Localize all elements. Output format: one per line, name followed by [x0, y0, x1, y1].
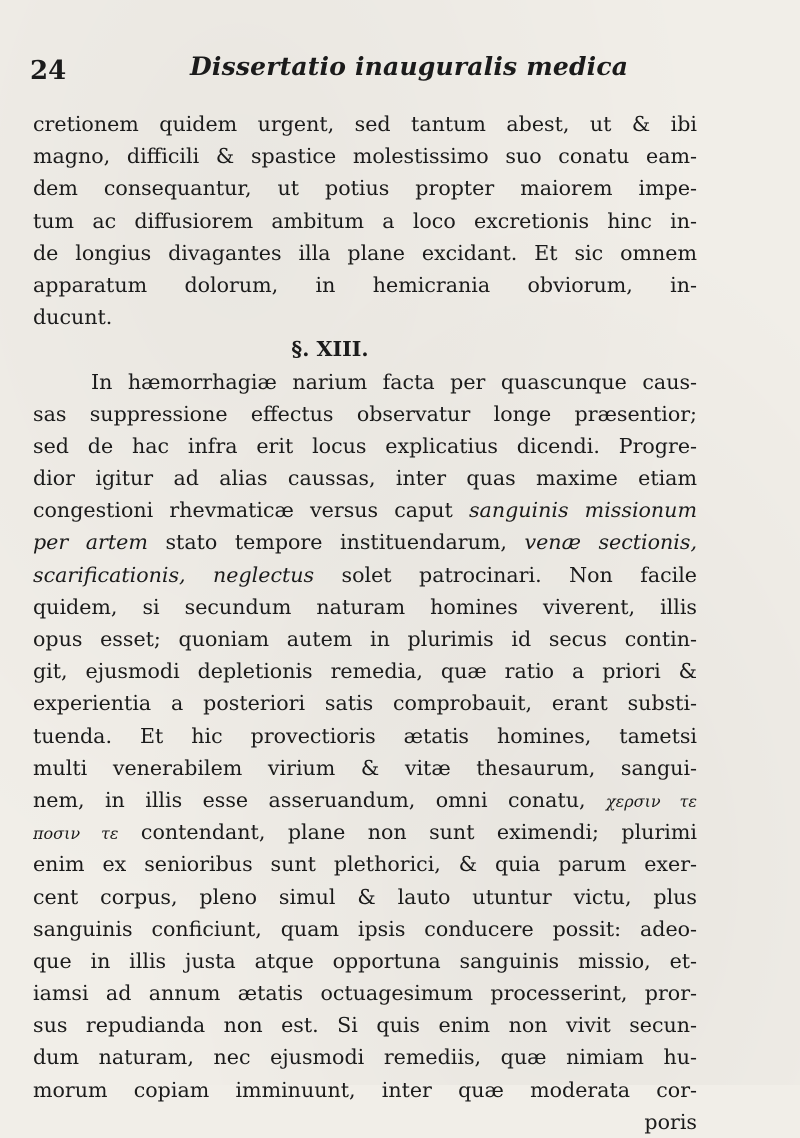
text-segment: apparatum dolorum, in hemicrania obviorum, in-: [33, 272, 697, 297]
text-segment: poris: [644, 1109, 697, 1134]
text-line: [33, 237, 697, 269]
text-segment: cent corpus, pleno simul & lauto utuntur victu, plus: [33, 884, 697, 909]
text-line: [33, 720, 697, 752]
body-text: [33, 108, 697, 1138]
italic-phrase: scarificationis, neglectus: [33, 562, 315, 587]
text-line: [33, 462, 697, 494]
section-heading: [33, 333, 697, 365]
text-line: [33, 977, 697, 1009]
text-line: [33, 945, 697, 977]
text-segment: opus esset; quoniam autem in plurimis id secus contin-: [33, 627, 697, 651]
text-line: [33, 848, 697, 880]
text-segment: sus repudianda non est. Si quis enim non vivit secun-: [33, 1013, 697, 1038]
italic-phrase: venæ sectionis,: [524, 530, 697, 555]
text-line: [33, 559, 697, 591]
text-segment: sanguinis conficiunt, quam ipsis conducere possit: adeo-: [33, 916, 697, 941]
text-line: [33, 591, 697, 623]
text-segment: cretionem quidem urgent, sed tantum abest, ut & ibi: [33, 112, 697, 136]
text-segment: morum copiam imminuunt, inter quæ moderata cor-: [33, 1077, 697, 1102]
text-segment: iamsi ad annum ætatis octuagesimum processerint, pror-: [33, 981, 697, 1006]
text-line: [33, 494, 697, 526]
text-line: [33, 752, 697, 784]
text-segment: dem consequantur, ut potius propter maiorem impe-: [33, 176, 697, 201]
text-segment: nem, in illis esse asseruandum, omni conatu,: [33, 787, 606, 812]
text-segment: stato tempore instituendarum,: [147, 530, 525, 555]
text-segment: multi venerabilem virium & vitæ thesaurum, sangui-: [33, 755, 697, 780]
italic-phrase: per artem: [33, 530, 148, 555]
greek-phrase: χερσιν τε: [605, 791, 697, 811]
text-line: [33, 913, 697, 945]
text-segment: In hæmorrhagiæ narium facta per quascunque caus-: [91, 369, 697, 394]
text-line: [33, 655, 697, 687]
text-segment: ducunt.: [33, 305, 113, 330]
text-segment: sed de hac infra erit locus explicatius dicendi. Progre-: [33, 433, 697, 458]
text-line: [33, 1041, 697, 1073]
text-line: [33, 430, 697, 462]
running-title: Dissertatio inauguralis medica: [190, 52, 629, 81]
text-segment: que in illis justa atque opportuna sanguinis missio, et-: [33, 948, 697, 973]
text-line: [33, 205, 697, 237]
page-header: [30, 46, 710, 86]
text-segment: dior igitur ad alias caussas, inter quas maxime etiam: [33, 466, 697, 491]
text-line: [33, 366, 697, 398]
text-segment: magno, difficili & spastice molestissimo suo conatu eam-: [33, 144, 697, 169]
text-segment: de longius divagantes illa plane excidant. Et sic omnem: [33, 240, 697, 265]
text-segment: contendant, plane non sunt eximendi; plurimi: [118, 820, 697, 845]
text-line: [33, 881, 697, 913]
text-segment: congestioni rhevmaticæ versus caput: [33, 498, 469, 523]
text-segment: tum ac diffusiorem ambitum a loco excretionis hinc in-: [33, 208, 697, 233]
text-line: [33, 1009, 697, 1041]
text-line: [33, 108, 697, 140]
text-line: [33, 398, 697, 430]
text-line: [33, 784, 697, 816]
text-segment: git, ejusmodi depletionis remedia, quæ ratio a priori &: [33, 659, 697, 684]
text-segment: tuenda. Et hic provectioris ætatis homines, tametsi: [33, 723, 697, 748]
italic-phrase: sanguinis missionum: [468, 498, 697, 523]
text-line: [33, 1106, 697, 1138]
text-line: [33, 1074, 697, 1106]
page-number: 24: [30, 56, 67, 86]
text-line: [33, 269, 697, 301]
text-line: [33, 623, 697, 655]
text-segment: quidem, si secundum naturam homines viverent, illis: [33, 594, 697, 619]
text-line: [33, 687, 697, 719]
text-segment: enim ex senioribus sunt plethorici, & quia parum exer-: [33, 852, 697, 877]
text-segment: §. XIII.: [291, 337, 369, 362]
text-segment: experientia a posteriori satis comprobauit, erant substi-: [33, 691, 697, 716]
text-segment: dum naturam, nec ejusmodi remediis, quæ nimiam hu-: [33, 1045, 697, 1070]
greek-phrase: ποσιν τε: [33, 824, 119, 844]
text-line: [33, 816, 697, 848]
text-line: [33, 172, 697, 204]
text-segment: sas suppressione effectus observatur longe præsentior;: [33, 401, 697, 426]
text-segment: solet patrocinari. Non facile: [314, 562, 697, 587]
text-line: [33, 526, 697, 558]
text-line: [33, 301, 697, 333]
text-line: [33, 140, 697, 172]
